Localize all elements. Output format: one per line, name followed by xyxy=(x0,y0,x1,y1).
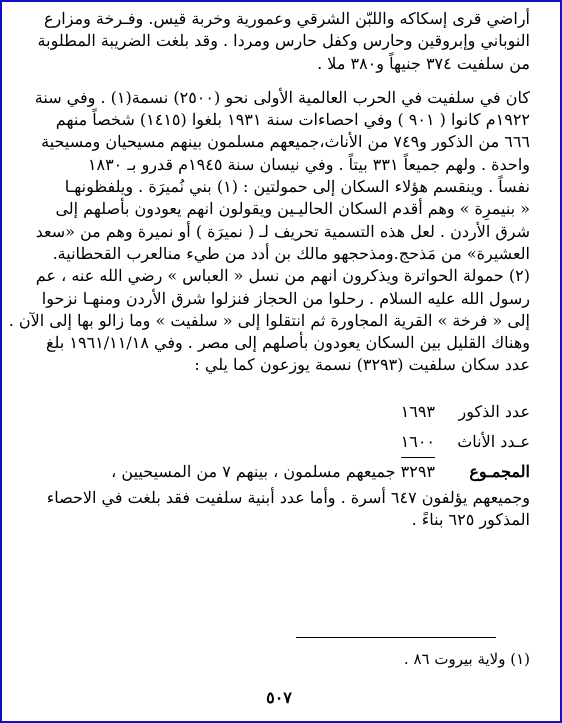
text-line: (٢) حمولة الحواترة ويذكرون انهم من نسل « العباس » رضي الله عنه ، عم xyxy=(35,266,530,286)
text-line: وجميعهم يؤلفون ٦٤٧ أسرة . وأما عدد أبنية سلفيت فقد بلغت في الاحصاء xyxy=(46,487,530,507)
text-line: « بنيمرِة » وهم أقدم السكان الحاليـين ويقولون انهم يعودون بأصلهم إلى xyxy=(55,199,530,219)
table-value: ٣٢٩٣ جميعهم مسلمون ، بينهم ٧ من المسيحيين ، xyxy=(111,461,435,481)
paragraph-2 xyxy=(8,87,530,377)
table-value: ١٦٩٣ xyxy=(400,401,435,421)
text-line: العشيرة» من مَذحج.ومذحجهو مالك بن أدد من طيء منالعرب القحطانية. xyxy=(52,243,530,263)
table-label: المجمـوع xyxy=(469,461,530,481)
text-line: شرق الأردن . لعل هذه التسمية تحريف لـ ( نميرَة ) أو نميرة وهم من «سعد xyxy=(35,221,530,241)
text-line: أراضي قرى إسكاكه واللبّن الشرقي وعمورية وخربة قيس. وفـرخة ومزارع xyxy=(43,9,530,28)
text-line: إلى « فرخة » القرية المجاورة ثم انتقلوا إلى « سلفيت » وما زالو بها إلى الآن . xyxy=(8,310,530,330)
table-label: عدد الذكور xyxy=(458,401,530,421)
text-line: رسول الله عليه السلام . رحلوا من الحجاز فنزلوا شرق الأردن ومنهـا نزحوا xyxy=(41,288,530,308)
text-line: النوباني وإبروقين وحارس وكفل حارس ومردا . وقد بلغت الضريبة المطلوبة xyxy=(37,31,530,51)
text-line: المذكور ٦٢٥ بناءً . xyxy=(411,510,530,530)
text-line: من سلفيت ٣٧٤ جنيهاً و٣٨٠ ملا . xyxy=(317,53,530,73)
table-label: عـدد الأناث xyxy=(457,431,530,451)
page-body xyxy=(8,8,530,531)
table-row-males xyxy=(60,397,530,427)
table-row-total xyxy=(60,457,530,487)
paragraph-3 xyxy=(46,487,530,532)
text-line: كان في سلفيت في الحرب العالمية الأولى نحو (٢٥٠٠) نسمة(١) . وفي سنة xyxy=(34,87,530,107)
footnote-divider xyxy=(296,637,496,638)
text-line: وهناك القليل بين السكان يعودون بأصلهم إلى مصر . وفي ١٩٦١/١١/١٨ بلغ xyxy=(46,333,530,353)
table-value: ١٦٠٠ xyxy=(401,427,435,458)
text-line: ١٩٢٢م كانوا ( ٩٠١ ) وفي احصاءات سنة ١٩٣١ بلغوا (١٤١٥) شخصاً منهم xyxy=(55,110,530,130)
text-line: واحدة . ولهم جميعاً ٣٣١ بيتاً . وفي نيسان سنة ١٩٤٥م قدرو بـ ١٨٣٠ xyxy=(87,154,530,174)
text-line: عدد سكان سلفيت (٣٢٩٣) نسمة يوزعون كما يلي : xyxy=(194,355,530,375)
paragraph-1 xyxy=(37,8,530,75)
text-line: ٦٦٦ من الذكور و٧٤٩ من الأناث،جميعهم مسلمون بينهم مسيحيان ومسيحية xyxy=(41,132,530,152)
page-number: ٥٠٧ xyxy=(266,688,292,707)
table-row-females xyxy=(60,427,530,457)
population-table xyxy=(60,397,530,487)
text-line: نفساً . وينقسم هؤلاء السكان إلى حمولتين : (١) بني نُميرَة . ويلفظونهـا xyxy=(64,177,530,197)
footnote: (١) ولاية بيروت ٨٦ . xyxy=(403,650,530,668)
